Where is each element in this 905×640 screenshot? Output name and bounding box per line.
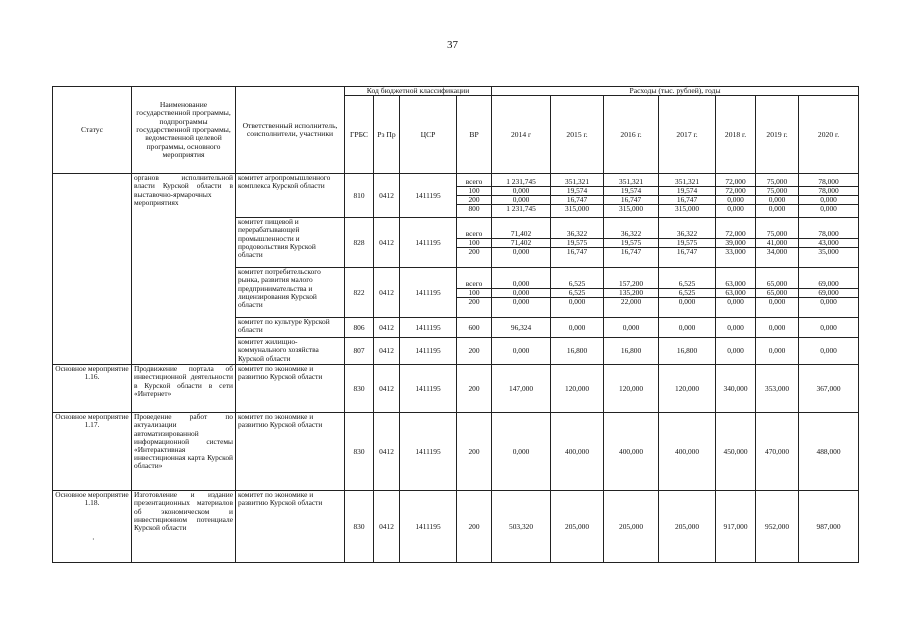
executor-cell: комитет жилищно-коммунального хозяйства Курской области (236, 338, 345, 365)
amount-cell: 0,000 (551, 318, 604, 338)
amount-cell: 120,000 (659, 365, 716, 413)
rzpr-cell: 0412 (374, 413, 400, 491)
amount-value: 0,000 (492, 247, 550, 256)
amount-cell: 0,000 (716, 318, 756, 338)
amount-value: 351,321 (675, 177, 700, 187)
table-row (53, 413, 859, 491)
amount-cell: 96,324 (492, 318, 551, 338)
header-vr: ВР (457, 96, 492, 174)
amount-value: 19,574 (604, 186, 658, 195)
amount-cell: 0,000 (756, 338, 799, 365)
amount-cell (604, 268, 659, 318)
amount-cell: 987,000 (799, 491, 859, 563)
amount-value: 0,000 (492, 288, 550, 297)
amount-value: 72,000 (725, 228, 746, 238)
page-number: 37 (447, 39, 458, 51)
grbs-cell: 807 (345, 338, 374, 365)
amount-value: 36,322 (676, 228, 698, 238)
amount-value: 157,200 (619, 278, 644, 288)
amount-value: 6,525 (551, 288, 603, 297)
amount-value: 19,575 (659, 238, 715, 247)
header-budget-code: Код бюджетной классификации (345, 87, 492, 96)
rzpr-cell: 0412 (374, 491, 400, 563)
amount-value: 71,402 (492, 238, 550, 247)
amount-value: 6,525 (659, 288, 715, 297)
table-row (53, 174, 859, 218)
amount-value: 39,000 (716, 238, 755, 247)
amount-value: 315,000 (551, 204, 603, 213)
amount-value: 75,000 (766, 228, 788, 238)
header-year: 2019 г. (756, 96, 799, 174)
amount-cell (492, 268, 551, 318)
vr-cell: 600 (457, 318, 492, 338)
amount-value: 65,000 (756, 288, 798, 297)
amount-cell (799, 268, 859, 318)
amount-value: 351,321 (619, 177, 644, 187)
amount-value: 0,000 (799, 195, 858, 204)
event-name-cell: Изготовление и издание презентационных материалов об экономическом и инвестиционном потенциале Курской области (132, 491, 236, 563)
scan-mark: · (92, 535, 95, 544)
csr-cell: 1411195 (400, 338, 457, 365)
status-cell (53, 174, 132, 365)
amount-cell: 147,000 (492, 365, 551, 413)
amount-cell: 0,000 (799, 338, 859, 365)
amount-cell: 16,800 (604, 338, 659, 365)
rzpr-cell: 0412 (374, 268, 400, 318)
executor-cell: комитет по экономике и развитию Курской области (236, 413, 345, 491)
rzpr-cell: 0412 (374, 174, 400, 218)
amount-cell (716, 174, 756, 218)
amount-cell: 0,000 (799, 318, 859, 338)
amount-cell: 488,000 (799, 413, 859, 491)
header-executor: Ответственный исполнитель, соисполнители, участники (236, 87, 345, 174)
amount-cell: 0,000 (659, 318, 716, 338)
amount-value: 75,000 (766, 177, 788, 187)
amount-cell (604, 174, 659, 218)
amount-cell (756, 268, 799, 318)
rzpr-cell: 0412 (374, 318, 400, 338)
amount-value: 351,321 (565, 177, 590, 187)
amount-value: 63,000 (725, 278, 746, 288)
amount-value: 1 231,745 (506, 177, 536, 187)
amount-cell (756, 218, 799, 268)
amount-cell: 503,320 (492, 491, 551, 563)
amount-value: 16,747 (551, 195, 603, 204)
vr-value: всего (465, 177, 483, 187)
amount-value: 315,000 (659, 204, 715, 213)
amount-value: 19,574 (551, 186, 603, 195)
event-name-cell: Проведение работ по актуализации автоматизированной информационной системы «Интерактивная инвестиционная карта Курской области» (132, 413, 236, 491)
amount-cell (551, 218, 604, 268)
vr-value: 100 (457, 238, 491, 247)
header-year: 2020 г. (799, 96, 859, 174)
amount-cell (799, 218, 859, 268)
amount-value: 33,000 (716, 247, 755, 256)
status-cell: Основное мероприятие 1.17. (53, 413, 132, 491)
rzpr-cell: 0412 (374, 365, 400, 413)
amount-cell (659, 174, 716, 218)
amount-value: 19,575 (551, 238, 603, 247)
amount-value: 72,000 (716, 186, 755, 195)
vr-value: всего (465, 228, 483, 238)
amount-value: 6,525 (568, 278, 586, 288)
csr-cell: 1411195 (400, 365, 457, 413)
header-expenses: Расходы (тыс. рублей), годы (492, 87, 859, 96)
vr-cell (457, 218, 492, 268)
amount-value: 0,000 (716, 204, 755, 213)
amount-cell: 0,000 (492, 338, 551, 365)
table-body (53, 174, 859, 563)
vr-cell (457, 268, 492, 318)
amount-value: 6,525 (678, 278, 696, 288)
vr-cell: 200 (457, 413, 492, 491)
event-name-cell: Продвижение портала об инвестиционной деятельности в Курской области в сети «Интернет» (132, 365, 236, 413)
amount-value: 19,574 (659, 186, 715, 195)
header-year: 2018 г. (716, 96, 756, 174)
amount-value: 0,000 (799, 297, 858, 306)
grbs-cell: 830 (345, 365, 374, 413)
amount-cell: 120,000 (604, 365, 659, 413)
amount-cell: 205,000 (659, 491, 716, 563)
vr-cell: 200 (457, 365, 492, 413)
table-header (53, 87, 859, 174)
amount-value: 72,000 (725, 177, 746, 187)
amount-value: 78,000 (799, 186, 858, 195)
amount-value: 22,000 (604, 297, 658, 306)
table-row (53, 365, 859, 413)
amount-value: 16,747 (604, 195, 658, 204)
header-status: Статус (53, 87, 132, 174)
amount-value: 1 231,745 (492, 204, 550, 213)
amount-value: 0,000 (659, 297, 715, 306)
amount-cell: 0,000 (716, 338, 756, 365)
amount-value: 36,322 (566, 228, 588, 238)
vr-value: 100 (457, 186, 491, 195)
amount-cell: 0,000 (756, 318, 799, 338)
amount-cell (799, 174, 859, 218)
amount-value: 36,322 (620, 228, 642, 238)
status-cell: Основное мероприятие 1.16. (53, 365, 132, 413)
amount-cell: 400,000 (604, 413, 659, 491)
amount-cell: 0,000 (492, 413, 551, 491)
amount-cell: 205,000 (604, 491, 659, 563)
header-year: 2014 г (492, 96, 551, 174)
amount-cell (551, 268, 604, 318)
status-cell: Основное мероприятие 1.18. (53, 491, 132, 563)
amount-value: 69,000 (799, 288, 858, 297)
executor-cell: комитет по экономике и развитию Курской области (236, 365, 345, 413)
header-csr: ЦСР (400, 96, 457, 174)
grbs-cell: 830 (345, 491, 374, 563)
amount-value: 75,000 (756, 186, 798, 195)
grbs-cell: 828 (345, 218, 374, 268)
amount-value: 0,000 (799, 204, 858, 213)
amount-value: 0,000 (756, 297, 798, 306)
vr-value: всего (465, 278, 483, 288)
csr-cell: 1411195 (400, 218, 457, 268)
header-rzpr: Рз Пр (374, 96, 400, 174)
amount-value: 0,000 (492, 297, 550, 306)
vr-value: 100 (457, 288, 491, 297)
amount-cell: 205,000 (551, 491, 604, 563)
csr-cell: 1411195 (400, 318, 457, 338)
executor-cell: комитет потребительского рынка, развития малого предпринимательства и лицензирования Курской области (236, 268, 345, 318)
header-grbs: ГРБС (345, 96, 374, 174)
csr-cell: 1411195 (400, 268, 457, 318)
amount-cell: 340,000 (716, 365, 756, 413)
vr-value: 200 (457, 297, 491, 306)
header-year: 2015 г. (551, 96, 604, 174)
grbs-cell: 830 (345, 413, 374, 491)
csr-cell: 1411195 (400, 491, 457, 563)
amount-value: 16,747 (659, 247, 715, 256)
amount-cell (756, 174, 799, 218)
amount-value: 63,000 (716, 288, 755, 297)
amount-cell (716, 218, 756, 268)
amount-cell: 952,000 (756, 491, 799, 563)
header-name: Наименование государственной программы, подпрограммы государственной программы, ведомственной целевой программы, основного мероприятия (132, 87, 236, 174)
amount-value: 0,000 (492, 186, 550, 195)
amount-value: 0,000 (756, 204, 798, 213)
csr-cell: 1411195 (400, 174, 457, 218)
vr-value: 800 (457, 204, 491, 213)
amount-value: 35,000 (799, 247, 858, 256)
amount-cell (604, 218, 659, 268)
amount-cell (492, 174, 551, 218)
amount-cell: 353,000 (756, 365, 799, 413)
amount-value: 0,000 (492, 195, 550, 204)
amount-value: 0,000 (551, 297, 603, 306)
budget-table (52, 86, 859, 563)
grbs-cell: 806 (345, 318, 374, 338)
amount-cell: 400,000 (551, 413, 604, 491)
amount-cell (659, 218, 716, 268)
executor-cell: комитет пищевой и перерабатывающей промышленности и продовольствия Курской области (236, 218, 345, 268)
amount-cell: 120,000 (551, 365, 604, 413)
vr-value: 200 (457, 195, 491, 204)
event-name-cell: органов исполнительной власти Курской области в выставочно-ярмарочных мероприятиях (132, 174, 236, 365)
vr-cell: 200 (457, 338, 492, 365)
amount-value: 34,000 (756, 247, 798, 256)
amount-cell (716, 268, 756, 318)
amount-value: 0,000 (716, 297, 755, 306)
amount-cell: 450,000 (716, 413, 756, 491)
amount-value: 43,000 (799, 238, 858, 247)
amount-value: 78,000 (818, 228, 839, 238)
amount-value: 69,000 (818, 278, 839, 288)
header-year: 2016 г. (604, 96, 659, 174)
amount-value: 0,000 (512, 278, 530, 288)
rzpr-cell: 0412 (374, 338, 400, 365)
grbs-cell: 822 (345, 268, 374, 318)
csr-cell: 1411195 (400, 413, 457, 491)
amount-value: 0,000 (716, 195, 755, 204)
amount-value: 135,200 (604, 288, 658, 297)
executor-cell: комитет по экономике и развитию Курской области (236, 491, 345, 563)
amount-cell (551, 174, 604, 218)
amount-cell: 470,000 (756, 413, 799, 491)
amount-cell: 16,800 (551, 338, 604, 365)
amount-value: 16,747 (659, 195, 715, 204)
vr-cell (457, 174, 492, 218)
vr-value: 200 (457, 247, 491, 256)
header-year: 2017 г. (659, 96, 716, 174)
amount-value: 0,000 (756, 195, 798, 204)
amount-cell (659, 268, 716, 318)
amount-cell: 367,000 (799, 365, 859, 413)
amount-value: 16,747 (604, 247, 658, 256)
rzpr-cell: 0412 (374, 218, 400, 268)
amount-value: 315,000 (604, 204, 658, 213)
amount-cell: 400,000 (659, 413, 716, 491)
amount-value: 78,000 (818, 177, 839, 187)
executor-cell: комитет агропромышленного комплекса Курской области (236, 174, 345, 218)
amount-cell (492, 218, 551, 268)
amount-value: 65,000 (766, 278, 788, 288)
executor-cell: комитет по культуре Курской области (236, 318, 345, 338)
vr-cell: 200 (457, 491, 492, 563)
amount-value: 71,402 (510, 228, 532, 238)
table-row (53, 491, 859, 563)
amount-value: 16,747 (551, 247, 603, 256)
amount-cell: 0,000 (604, 318, 659, 338)
amount-value: 41,000 (756, 238, 798, 247)
grbs-cell: 810 (345, 174, 374, 218)
amount-value: 19,575 (604, 238, 658, 247)
amount-cell: 16,800 (659, 338, 716, 365)
amount-cell: 917,000 (716, 491, 756, 563)
